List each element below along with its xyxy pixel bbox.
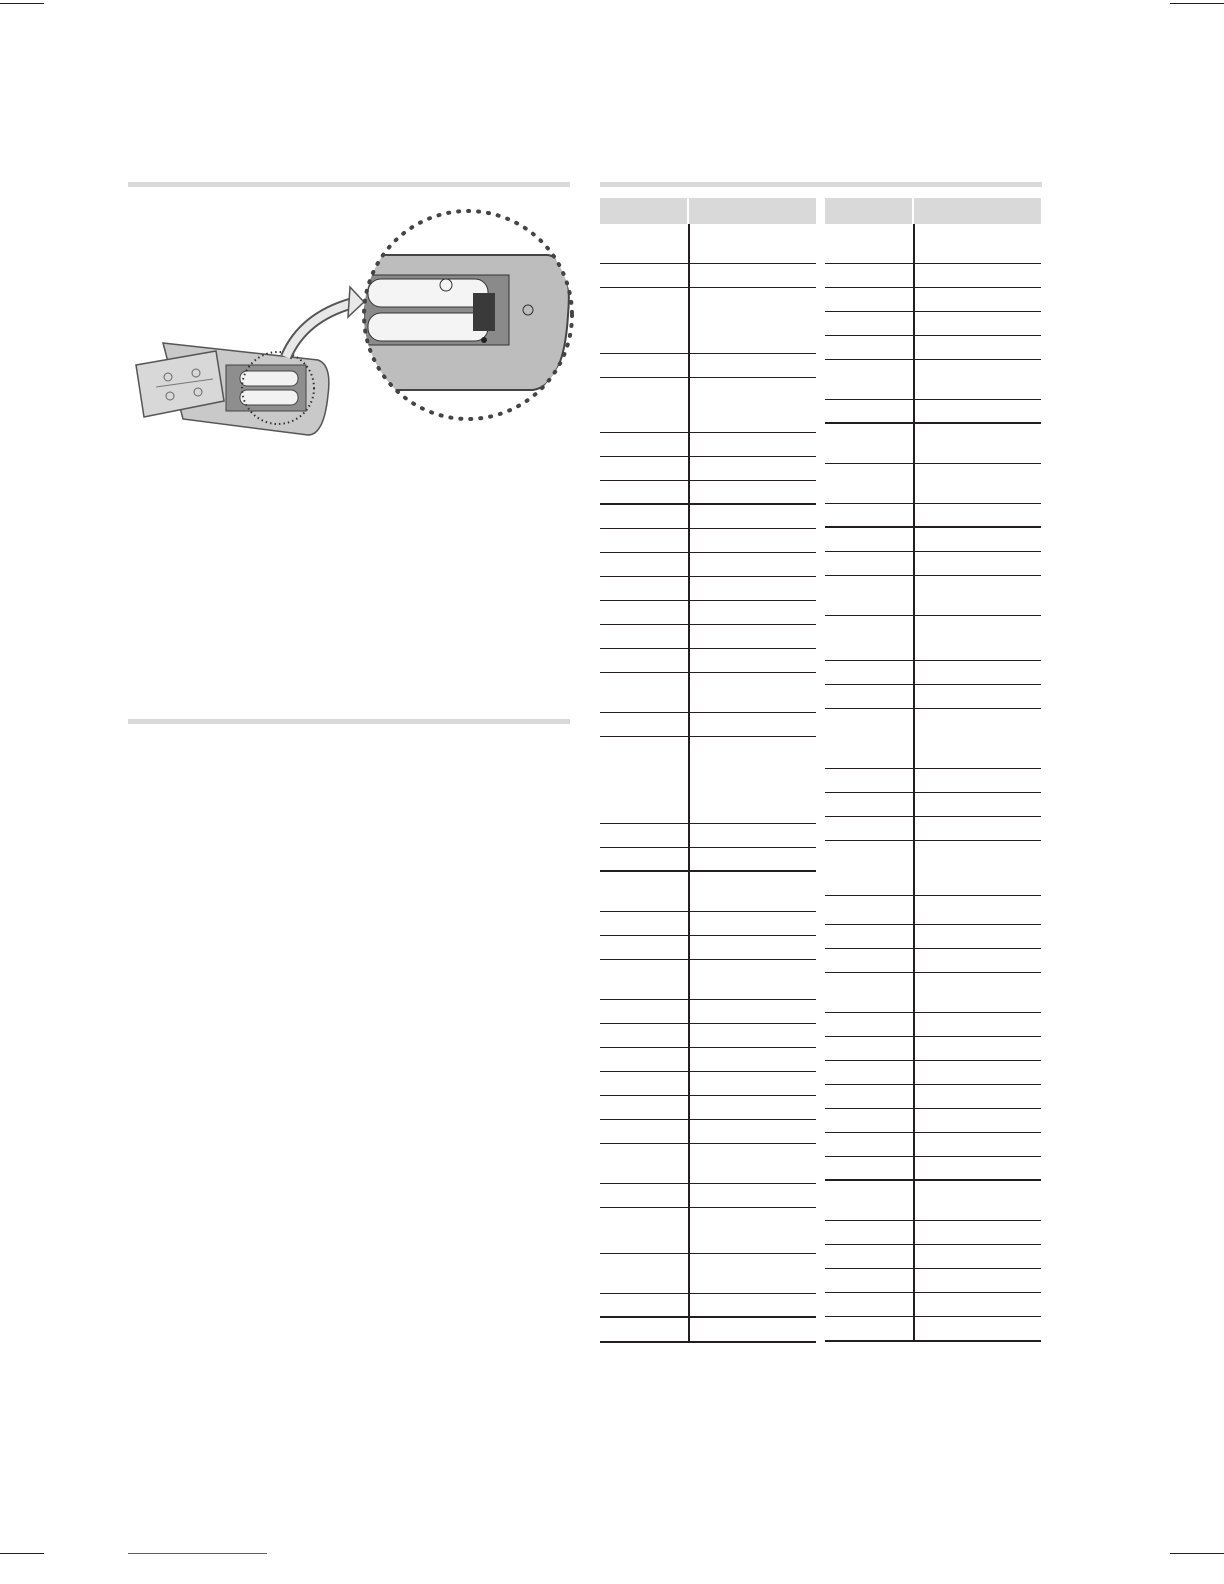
table-row (600, 1072, 816, 1096)
table-row (825, 1181, 1041, 1221)
section-rule-code-list (600, 182, 1042, 187)
remote-battery-compartment-icon (128, 205, 578, 437)
table-row (600, 824, 816, 848)
table-row (600, 354, 816, 378)
table-row (600, 1254, 816, 1294)
table-row (825, 528, 1041, 552)
table-row (825, 1293, 1041, 1317)
table-row (600, 649, 816, 673)
table-row (825, 896, 1041, 925)
table-row (825, 1109, 1041, 1133)
table-row (600, 433, 816, 457)
table-row (600, 1048, 816, 1072)
table-row (825, 616, 1041, 661)
table-row (825, 464, 1041, 504)
column-divider (688, 224, 690, 1342)
table-row (600, 1120, 816, 1144)
table-row (600, 1144, 816, 1184)
table-row (600, 457, 816, 481)
table-row (825, 793, 1041, 817)
table-row (600, 481, 816, 505)
table-row (600, 529, 816, 553)
table-row (825, 685, 1041, 709)
footer-link[interactable] (128, 1553, 267, 1554)
table-row (825, 1061, 1041, 1085)
table-row (825, 264, 1041, 288)
table-row (600, 224, 816, 264)
table-row (825, 925, 1041, 949)
table-row (600, 505, 816, 529)
crop-mark-top-right (1170, 3, 1224, 4)
table-row (825, 400, 1041, 424)
table-row (825, 841, 1041, 896)
table-row (825, 360, 1041, 400)
remote-battery-illustration (128, 205, 578, 437)
table-row (825, 1269, 1041, 1293)
section-rule-operating-range (128, 719, 570, 724)
table-row (825, 949, 1041, 973)
table-row (600, 872, 816, 912)
crop-mark-bottom-left (0, 1553, 44, 1554)
table-row (600, 673, 816, 713)
table-row (600, 1096, 816, 1120)
table-row (825, 1037, 1041, 1061)
header-brand (825, 198, 912, 224)
table-row (600, 912, 816, 936)
table-row (825, 1085, 1041, 1109)
table-row (825, 576, 1041, 616)
table-row (600, 1000, 816, 1024)
table-row (600, 625, 816, 649)
table-row (600, 288, 816, 354)
crop-mark-top-left (0, 3, 44, 4)
header-code (914, 198, 1041, 224)
table-row (600, 1318, 816, 1342)
table-row (600, 713, 816, 737)
table-row (600, 1208, 816, 1254)
table-row (600, 960, 816, 1000)
table-row (825, 973, 1041, 1013)
table-row (600, 1184, 816, 1208)
table-row (825, 312, 1041, 336)
table-row (825, 424, 1041, 464)
table-row (600, 264, 816, 288)
table-row (825, 1317, 1041, 1341)
table-row (825, 1133, 1041, 1157)
column-divider (913, 224, 915, 1341)
crop-mark-bottom-right (1170, 1553, 1224, 1554)
header-brand (600, 198, 687, 224)
table-header (825, 198, 1041, 224)
table-row (825, 288, 1041, 312)
table-row (600, 601, 816, 625)
table-row (600, 1294, 816, 1318)
table-row (825, 336, 1041, 360)
table-row (600, 848, 816, 872)
table-row (825, 1221, 1041, 1245)
table-row (825, 224, 1041, 264)
table-body (600, 224, 816, 1343)
table-row (825, 769, 1041, 793)
table-row (825, 1013, 1041, 1037)
table-row (600, 577, 816, 601)
tv-brand-code-table-left (600, 198, 816, 1343)
table-row (600, 553, 816, 577)
table-header (600, 198, 816, 224)
table-row (825, 1157, 1041, 1181)
table-row (600, 378, 816, 433)
table-row (825, 661, 1041, 685)
table-row (600, 737, 816, 824)
table-row (600, 936, 816, 960)
table-row (825, 817, 1041, 841)
header-code (689, 198, 816, 224)
table-row (825, 552, 1041, 576)
table-row (825, 1245, 1041, 1269)
section-rule-batteries (128, 182, 570, 187)
table-body (825, 224, 1041, 1342)
table-row (600, 1024, 816, 1048)
table-row (825, 504, 1041, 528)
table-row (825, 709, 1041, 769)
tv-brand-code-table-right (825, 198, 1041, 1342)
